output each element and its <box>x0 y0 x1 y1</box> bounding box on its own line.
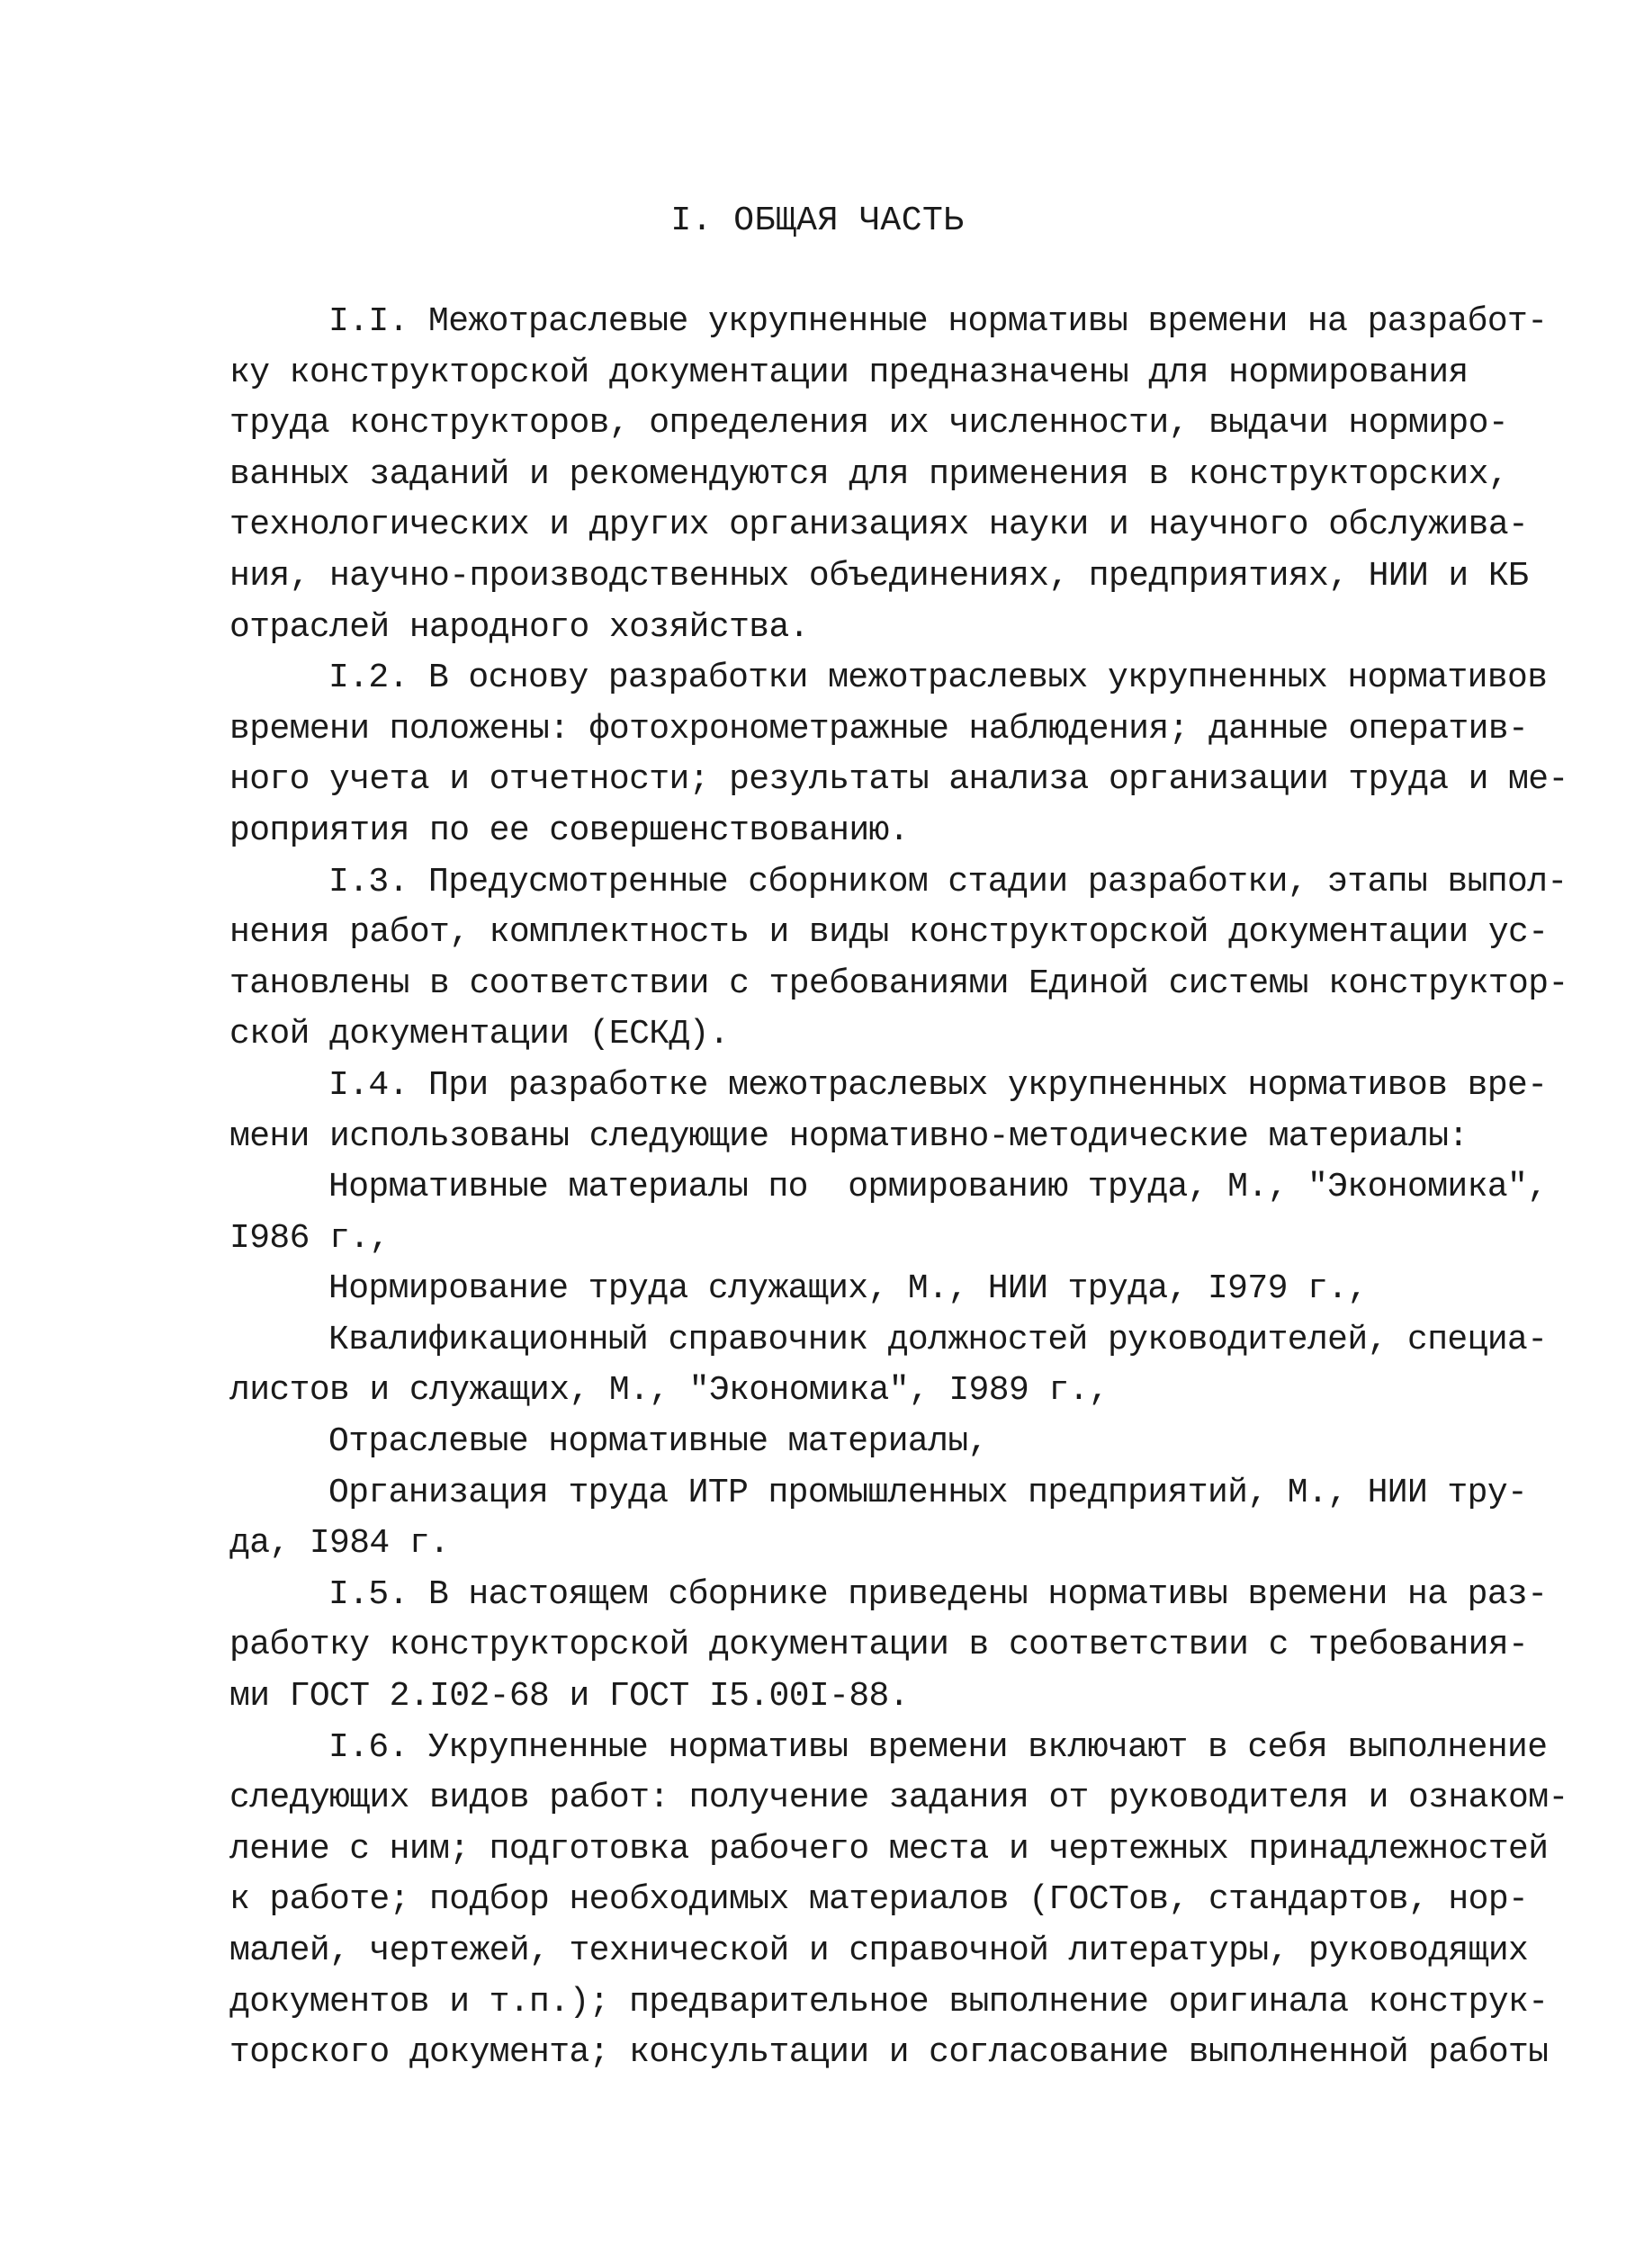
text-line: следующих видов работ: получение задания от руководителя и ознаком- <box>229 1779 1568 1818</box>
text-line: нения работ, комплектность и виды конструкторской документации ус- <box>229 913 1549 953</box>
reference-item <box>229 1417 1534 1468</box>
text-line: Нормирование труда служащих, М., НИИ труда, I979 г., <box>328 1269 1368 1309</box>
text-line: листов и служащих, М., "Экономика", I989 г., <box>229 1371 1109 1411</box>
text-line: работку конструкторской документации в соответствии с требования- <box>229 1626 1529 1665</box>
text-line: роприятия по ее совершенствованию. <box>229 811 909 850</box>
text-line: I.I. Межотраслевые укрупненные нормативы времени на разработ- <box>328 302 1548 341</box>
text-line: да, I984 г. <box>229 1524 450 1564</box>
paragraph-1-4 <box>229 1061 1548 1162</box>
text-line: ния, научно-производственных объединениях, предприятиях, НИИ и КБ <box>229 556 1529 596</box>
text-line: торского документа; консультации и согласование выполненной работы <box>229 2033 1549 2073</box>
text-line: времени положены: фотохронометражные наблюдения; данные оператив- <box>229 709 1529 749</box>
text-line: ление с ним; подготовка рабочего места и чертежных принадлежностей <box>229 1829 1549 1869</box>
text-line: ми ГОСТ 2.I02-68 и ГОСТ I5.00I-88. <box>229 1677 909 1717</box>
text-line: тановлены в соответствии с требованиями Единой системы конструктор- <box>229 964 1568 1003</box>
text-line: ской документации (ЕСКД). <box>229 1015 730 1054</box>
text-line: I.5. В настоящем сборнике приведены нормативы времени на раз- <box>328 1574 1548 1614</box>
text-line: ку конструкторской документации предназначены для нормирования <box>229 353 1469 392</box>
reference-item <box>229 1315 1548 1417</box>
reference-item <box>229 1264 1534 1315</box>
text-line: отраслей народного хозяйства. <box>229 607 809 647</box>
text-line: Квалификационный справочник должностей руководителей, специа- <box>328 1320 1548 1359</box>
text-line: Организация труда ИТР промышленных предприятий, М., НИИ тру- <box>328 1473 1528 1512</box>
text-line: I986 г., <box>229 1218 390 1258</box>
text-line: I.2. В основу разработки межотраслевых укрупненных нормативов <box>328 659 1548 698</box>
section-title: I. ОБЩАЯ ЧАСТЬ <box>670 202 965 240</box>
paragraph-1-5 <box>229 1570 1548 1723</box>
text-line: Отраслевые нормативные материалы, <box>328 1422 988 1462</box>
text-line: к работе; подбор необходимых материалов (ГОСТов, стандартов, нор- <box>229 1880 1529 1920</box>
paragraph-1-2 <box>229 653 1568 856</box>
paragraph-1-1 <box>229 297 1548 653</box>
paragraph-1-6 <box>229 1723 1568 2079</box>
text-line: ного учета и отчетности; результаты анализа организации труда и ме- <box>229 760 1568 800</box>
reference-item <box>229 1468 1534 1570</box>
reference-item <box>229 1162 1548 1264</box>
text-line: Нормативные материалы по ормированию труда, М., "Экономика", <box>328 1168 1548 1207</box>
paragraph-1-3 <box>229 857 1568 1061</box>
text-line: I.6. Укрупненные нормативы времени включают в себя выполнение <box>328 1727 1548 1767</box>
text-line: документов и т.п.); предварительное выполнение оригинала конструк- <box>229 1982 1549 2021</box>
text-line: технологических и других организациях науки и научного обслужива- <box>229 506 1529 545</box>
text-line: труда конструкторов, определения их численности, выдачи нормиро- <box>229 404 1509 444</box>
text-line: мени использованы следующие нормативно-методические материалы: <box>229 1116 1469 1156</box>
text-line: ванных заданий и рекомендуются для применения в конструкторских, <box>229 454 1509 494</box>
text-line: I.3. Предусмотренные сборником стадии разработки, этапы выпол- <box>328 862 1568 901</box>
document-body <box>229 297 1568 2079</box>
text-line: I.4. При разработке межотраслевых укрупненных нормативов вре- <box>328 1065 1548 1105</box>
text-line: малей, чертежей, технической и справочной литературы, руководящих <box>229 1932 1529 1970</box>
